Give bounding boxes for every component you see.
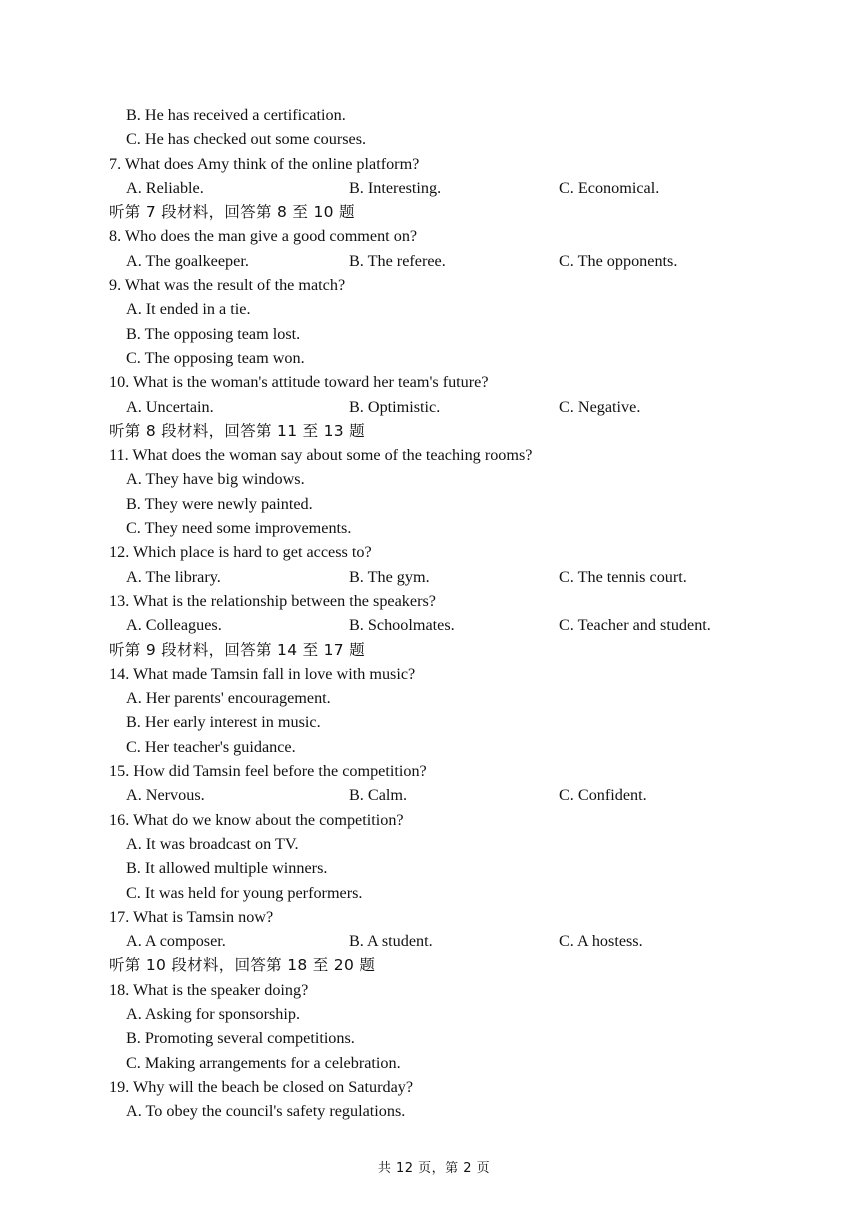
option-c: C. Economical.: [559, 178, 660, 197]
option-c: C. The tennis court.: [559, 567, 687, 586]
option-line: A. It was broadcast on TV.: [126, 834, 299, 853]
option-line: C. They need some improvements.: [126, 519, 352, 538]
question-list: [109, 103, 829, 1123]
option-a: A. Reliable.: [126, 178, 204, 197]
question-line: 8. Who does the man give a good comment on?: [109, 227, 418, 246]
option-line: C. Making arrangements for a celebration.: [126, 1053, 401, 1072]
option-row: [109, 613, 829, 637]
option-row: [109, 929, 829, 953]
section-heading: 听第 7 段材料，回答第 8 至 10 题: [109, 203, 355, 222]
section-heading: 听第 9 段材料，回答第 14 至 17 题: [109, 640, 365, 659]
option-line: A. Her parents' encouragement.: [126, 689, 331, 708]
question-line: 18. What is the speaker doing?: [109, 980, 309, 999]
option-row: [109, 783, 829, 807]
option-row: [109, 395, 829, 419]
option-c: C. Confident.: [559, 786, 647, 805]
option-c: C. A hostess.: [559, 932, 643, 951]
option-line: B. Her early interest in music.: [126, 713, 321, 732]
option-line: B. The opposing team lost.: [126, 324, 301, 343]
option-c: C. The opponents.: [559, 251, 678, 270]
section-heading: 听第 8 段材料，回答第 11 至 13 题: [109, 421, 365, 440]
option-a: A. The library.: [126, 567, 221, 586]
option-line: B. Promoting several competitions.: [126, 1029, 355, 1048]
page-footer: 共 12 页，第 2 页: [377, 1161, 491, 1176]
question-line: 7. What does Amy think of the online platform?: [109, 154, 420, 173]
option-c: C. Negative.: [559, 397, 641, 416]
question-line: 11. What does the woman say about some of the teaching rooms?: [109, 446, 533, 465]
option-line: A. To obey the council's safety regulations.: [126, 1102, 406, 1121]
question-line: 10. What is the woman's attitude toward her team's future?: [109, 373, 489, 392]
option-b: B. Optimistic.: [349, 397, 441, 416]
option-b: B. A student.: [349, 932, 433, 951]
option-c: C. Teacher and student.: [559, 616, 711, 635]
option-a: A. Colleagues.: [126, 616, 222, 635]
option-line: A. Asking for sponsorship.: [126, 1004, 301, 1023]
option-line: C. The opposing team won.: [126, 348, 305, 367]
section-heading: 听第 10 段材料，回答第 18 至 20 题: [109, 956, 376, 975]
question-line: 15. How did Tamsin feel before the competition?: [109, 762, 427, 781]
option-row: [109, 176, 829, 200]
question-line: 14. What made Tamsin fall in love with music?: [109, 664, 416, 683]
option-line: B. He has received a certification.: [126, 106, 346, 124]
question-line: 19. Why will the beach be closed on Saturday?: [109, 1077, 414, 1096]
option-line: C. Her teacher's guidance.: [126, 737, 296, 756]
question-line: 12. Which place is hard to get access to?: [109, 543, 372, 562]
option-line: A. It ended in a tie.: [126, 300, 251, 319]
option-a: A. Nervous.: [126, 786, 205, 805]
option-line: C. He has checked out some courses.: [126, 130, 367, 149]
option-line: A. They have big windows.: [126, 470, 305, 489]
question-line: 9. What was the result of the match?: [109, 276, 346, 295]
option-b: B. Calm.: [349, 786, 408, 805]
option-row: [109, 565, 829, 589]
question-line: 13. What is the relationship between the speakers?: [109, 591, 436, 610]
option-row: [109, 249, 829, 273]
option-b: B. Interesting.: [349, 178, 442, 197]
option-a: A. A composer.: [126, 932, 226, 951]
option-b: B. Schoolmates.: [349, 616, 455, 635]
option-a: A. The goalkeeper.: [126, 251, 249, 270]
option-b: B. The referee.: [349, 251, 446, 270]
option-line: B. It allowed multiple winners.: [126, 859, 328, 878]
option-line: B. They were newly painted.: [126, 494, 313, 513]
option-a: A. Uncertain.: [126, 397, 214, 416]
option-b: B. The gym.: [349, 567, 430, 586]
option-line: C. It was held for young performers.: [126, 883, 363, 902]
question-line: 17. What is Tamsin now?: [109, 907, 274, 926]
question-line: 16. What do we know about the competition?: [109, 810, 404, 829]
